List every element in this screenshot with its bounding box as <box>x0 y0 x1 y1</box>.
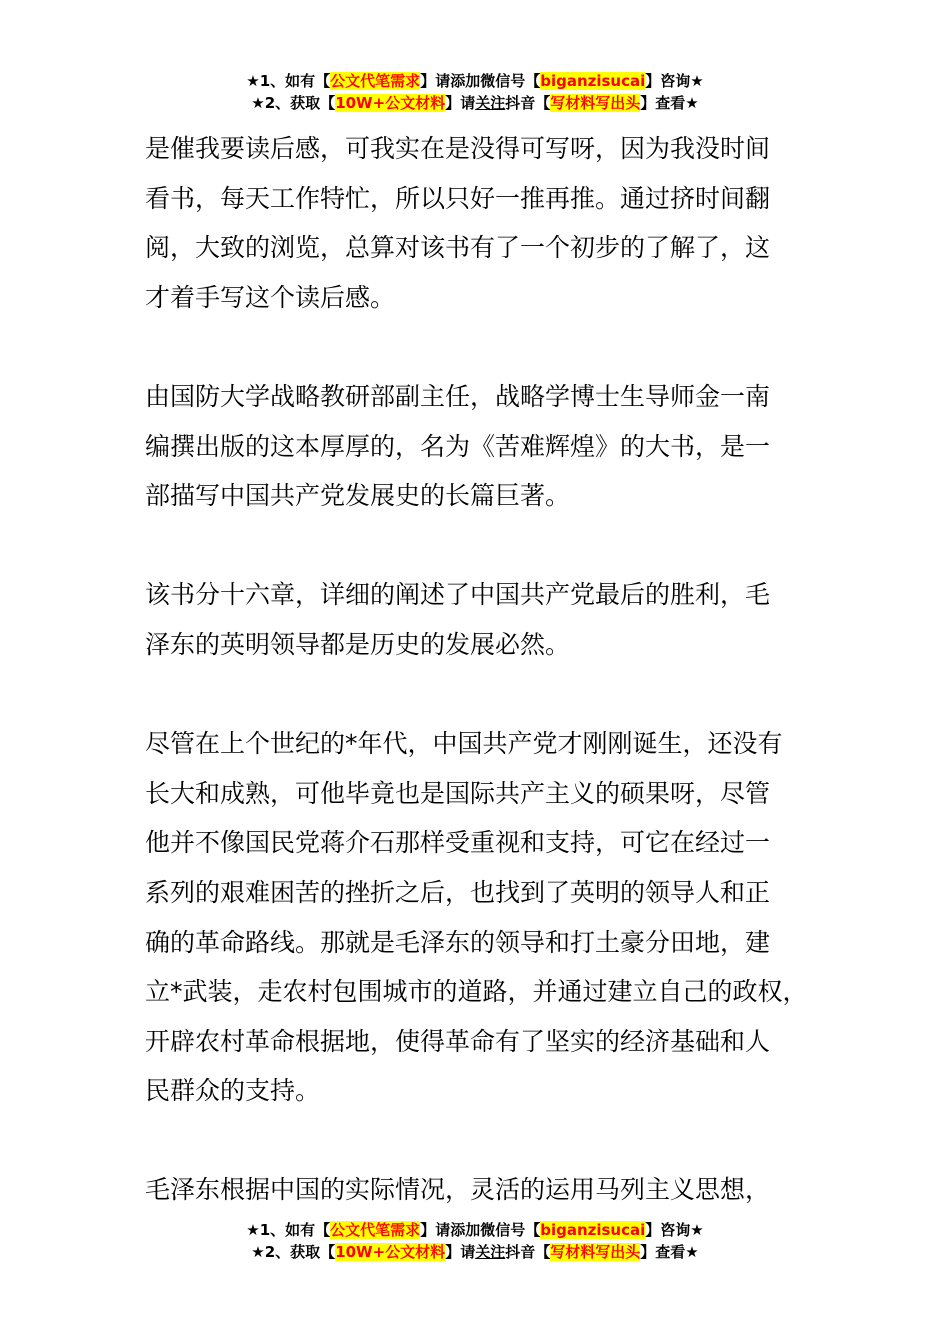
banner-text: 抖音【 <box>505 94 551 112</box>
banner-highlight: 公文代笔需求 <box>330 72 421 90</box>
douyin-id: 写材料写出头 <box>550 94 641 112</box>
text-line: 部描写中国共产党发展史的长篇巨著。 <box>145 481 571 511</box>
text-line: 尽管在上个世纪的*年代，中国共产党才刚刚诞生，还没有 <box>145 729 783 759</box>
banner-text: 】请添加微信号【 <box>420 1221 541 1239</box>
paragraph <box>145 570 815 669</box>
paragraph <box>145 372 815 521</box>
wechat-id: biganzisucai <box>540 72 646 90</box>
banner-line-1 <box>0 1219 950 1241</box>
footer-banner <box>0 1219 950 1263</box>
text-line: 长大和成熟，可他毕竟也是国际共产主义的硕果呀，尽管 <box>145 778 771 808</box>
banner-text: 】查看★ <box>640 94 699 112</box>
banner-underline: 关注 <box>475 1243 506 1261</box>
banner-highlight: 10W+公文材料 <box>335 94 446 112</box>
text-line: 看书，每天工作特忙，所以只好一推再推。通过挤时间翻 <box>145 183 771 213</box>
paragraph-gap <box>145 1116 815 1166</box>
text-line: 确的革命路线。那就是毛泽东的领导和打土豪分田地，建 <box>145 927 771 957</box>
paragraph-gap <box>145 521 815 571</box>
text-line: 他并不像国民党蒋介石那样受重视和支持，可它在经过一 <box>145 828 771 858</box>
text-line: 阅，大致的浏览，总算对该书有了一个初步的了解了，这 <box>145 233 771 263</box>
banner-line-2 <box>0 1241 950 1263</box>
banner-text: 】咨询★ <box>645 72 704 90</box>
wechat-id: biganzisucai <box>540 1221 646 1239</box>
paragraph <box>145 719 815 1116</box>
paragraph <box>145 124 815 322</box>
douyin-id: 写材料写出头 <box>550 1243 641 1261</box>
banner-line-2 <box>0 92 950 114</box>
banner-text: ★2、获取【 <box>251 1243 336 1261</box>
text-line: 民群众的支持。 <box>145 1076 321 1106</box>
paragraph <box>145 1165 815 1215</box>
text-line: 是催我要读后感，可我实在是没得可写呀，因为我没时间 <box>145 134 771 163</box>
banner-text: ★1、如有【 <box>246 72 331 90</box>
text-line: 立*武装，走农村包围城市的道路，并通过建立自己的政权， <box>145 977 808 1007</box>
banner-text: 】咨询★ <box>645 1221 704 1239</box>
text-line: 泽东的英明领导都是历史的发展必然。 <box>145 629 571 659</box>
text-line: 该书分十六章，详细的阐述了中国共产党最后的胜利，毛 <box>145 580 771 610</box>
text-line: 才着手写这个读后感。 <box>145 282 396 312</box>
banner-highlight: 公文代笔需求 <box>330 1221 421 1239</box>
text-line: 由国防大学战略教研部副主任，战略学博士生导师金一南 <box>145 381 771 411</box>
banner-text: 】请 <box>445 94 476 112</box>
banner-text: 抖音【 <box>505 1243 551 1261</box>
banner-text: 】请 <box>445 1243 476 1261</box>
text-line: 编撰出版的这本厚厚的，名为《苦难辉煌》的大书，是一 <box>145 431 771 461</box>
banner-text: 】请添加微信号【 <box>420 72 541 90</box>
banner-text: ★2、获取【 <box>251 94 336 112</box>
document-body <box>145 124 815 1215</box>
header-banner <box>0 70 950 114</box>
banner-text: ★1、如有【 <box>246 1221 331 1239</box>
text-line: 毛泽东根据中国的实际情况，灵活的运用马列主义思想， <box>145 1175 771 1205</box>
text-line: 开辟农村革命根据地，使得革命有了坚实的经济基础和人 <box>145 1026 771 1056</box>
banner-underline: 关注 <box>475 94 506 112</box>
paragraph-gap <box>145 670 815 720</box>
banner-text: 】查看★ <box>640 1243 699 1261</box>
banner-highlight: 10W+公文材料 <box>335 1243 446 1261</box>
paragraph-gap <box>145 322 815 372</box>
banner-line-1 <box>0 70 950 92</box>
text-line: 系列的艰难困苦的挫折之后，也找到了英明的领导人和正 <box>145 877 771 907</box>
